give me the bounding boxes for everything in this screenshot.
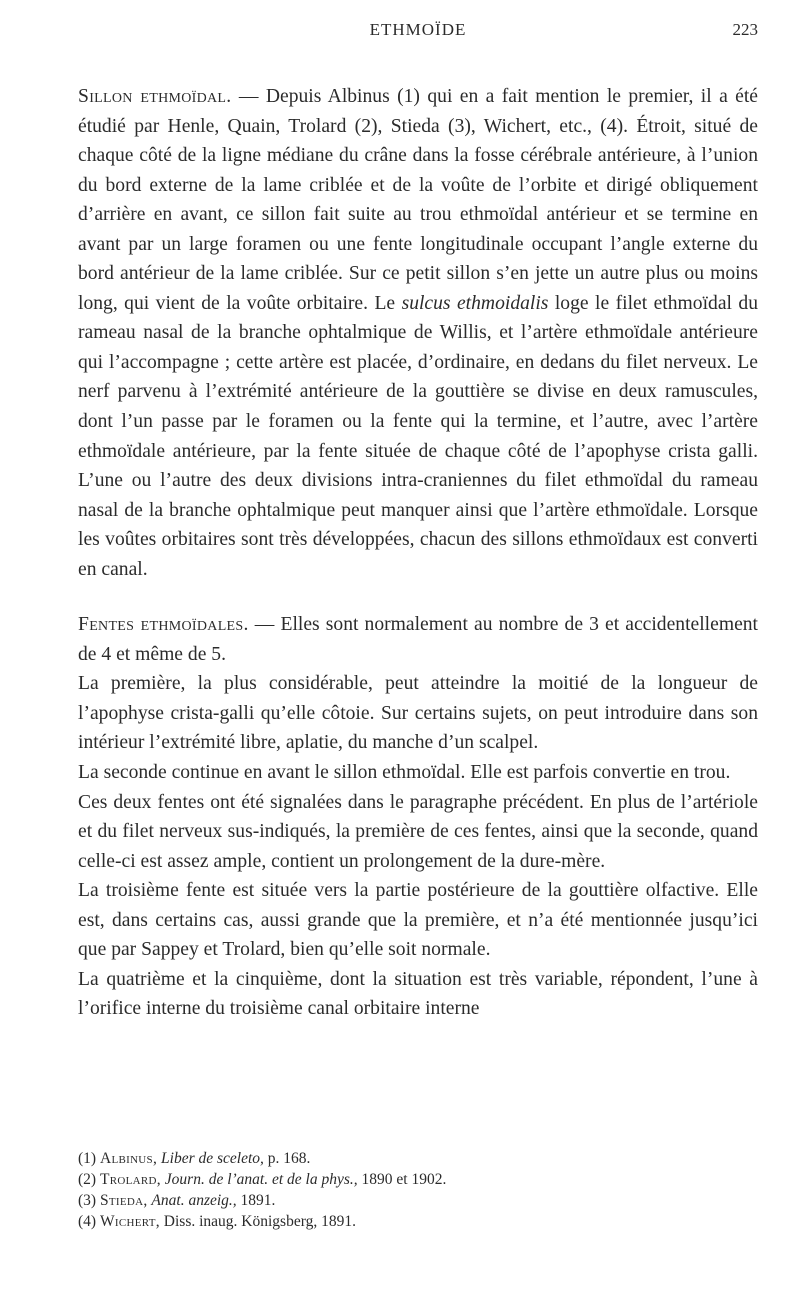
body-text [78,82,758,1024]
section-fentes-ethmoidales [78,610,758,669]
footnote-number: (2) [78,1171,97,1188]
footnote-text: 1890 et 1902. [357,1171,447,1188]
footnote-number: (1) [78,1150,97,1167]
footnote-title: Liber de sceleto, [161,1150,264,1167]
footnote [78,1211,758,1232]
running-title: ETHMOÏDE [369,20,467,39]
section-heading: Sillon ethmoïdal. [78,86,232,107]
footnote-author: Albinus, [99,1150,158,1167]
footnote-author: Stieda, [99,1192,148,1209]
latin-term: sulcus ethmoidalis [401,292,549,314]
paragraph: La troisième fente est située vers la partie postérieure de la gouttière olfactive. Elle est, dans certains cas, aussi grande que la première, et n’a été mentionnée jusqu’ici que par Sappey et Trolard, bien qu’elle soit normale. [78,880,758,961]
paragraph-text: — Elles sont normalement au nombre de 3 et accidentellement de 4 et même de 5. [78,614,759,665]
footnote-title: Journ. de l’anat. et de la phys., [164,1171,358,1188]
footnote-title: Anat. anzeig., [151,1192,237,1209]
paragraph: La quatrième et la cinquième, dont la situation est très variable, répondent, l’une à l’orifice interne du troisième canal orbitaire interne [78,968,758,1020]
section-sillon-ethmoidal [78,82,758,584]
section-heading: Fentes ethmoïdales. [78,614,249,636]
footnote-number: (4) [78,1213,97,1230]
page-header [78,20,758,46]
paragraph-text: loge le filet ethmoïdal du rameau nasal de la branche ophtalmique de Willis, et l’artère ethmoïdale antérieure qui l’accompagne ; cette artère est placée, d’ordinaire, en dedans du filet nerveux. Le nerf parvenu à l’extrémité antérieure de la gouttière se divise en deux ramuscules, dont l’un passe par le foramen ou la fente qui la termine, et l’autre, avec l’artère ethmoïdale antérieure, par la fente située de chaque côté de l’apophyse crista galli. L’une ou l’autre des deux divisions intra-craniennes du filet ethmoïdal du rameau nasal de la branche ophtalmique peut manquer ainsi que l’artère ethmoïdale. Lorsque les voûtes orbitaires sont très développées, chacun des sillons ethmoïdaux est converti en canal. [78,292,758,580]
footnote-author: Wichert, [99,1213,160,1230]
paragraph: Ces deux fentes ont été signalées dans le paragraphe précédent. En plus de l’artériole et du filet nerveux sus-indiqués, la première de ces fentes, ainsi que la seconde, quand celle-ci est assez ample, contient un prolongement de la dure-mère. [78,791,758,872]
page-number: 223 [732,20,758,39]
footnote [78,1190,758,1211]
footnote-text: 1891. [236,1192,276,1209]
footnote-text: Diss. inaug. Königsberg, 1891. [159,1213,356,1230]
footnote [78,1148,758,1169]
footnote-text: p. 168. [263,1150,311,1167]
paragraph: La première, la plus considérable, peut atteindre la moitié de la longueur de l’apophyse crista-galli qu’elle côtoie. Sur certains sujets, on peut introduire dans son intérieur l’extrémité libre, aplatie, du manche d’un scalpel. [78,673,758,754]
paragraph: La seconde continue en avant le sillon ethmoïdal. Elle est parfois convertie en trou. [78,762,731,784]
footnotes [78,1148,758,1232]
footnote-number: (3) [78,1192,97,1209]
paragraph-text: — Depuis Albinus (1) qui en a fait mention le premier, il a été étudié par Henle, Quain, Trolard (2), Stieda (3), Wichert, etc., (4). Étroit, situé de chaque côté de la ligne médiane du crâne dans la fosse cérébrale antérieure, à l’union du bord externe de la lame criblée et de la voûte de l’orbite et dirigé obliquement d’arrière en avant, ce sillon fait suite au trou ethmoïdal antérieur et se termine en avant par un large foramen ou une fente longitudinale occupant l’angle externe du bord antérieur de la lame criblée. Sur ce petit sillon s’en jette un autre plus ou moins long, qui vient de la voûte orbitaire. Le [78,86,758,314]
footnote [78,1169,758,1190]
footnote-author: Trolard, [99,1171,161,1188]
